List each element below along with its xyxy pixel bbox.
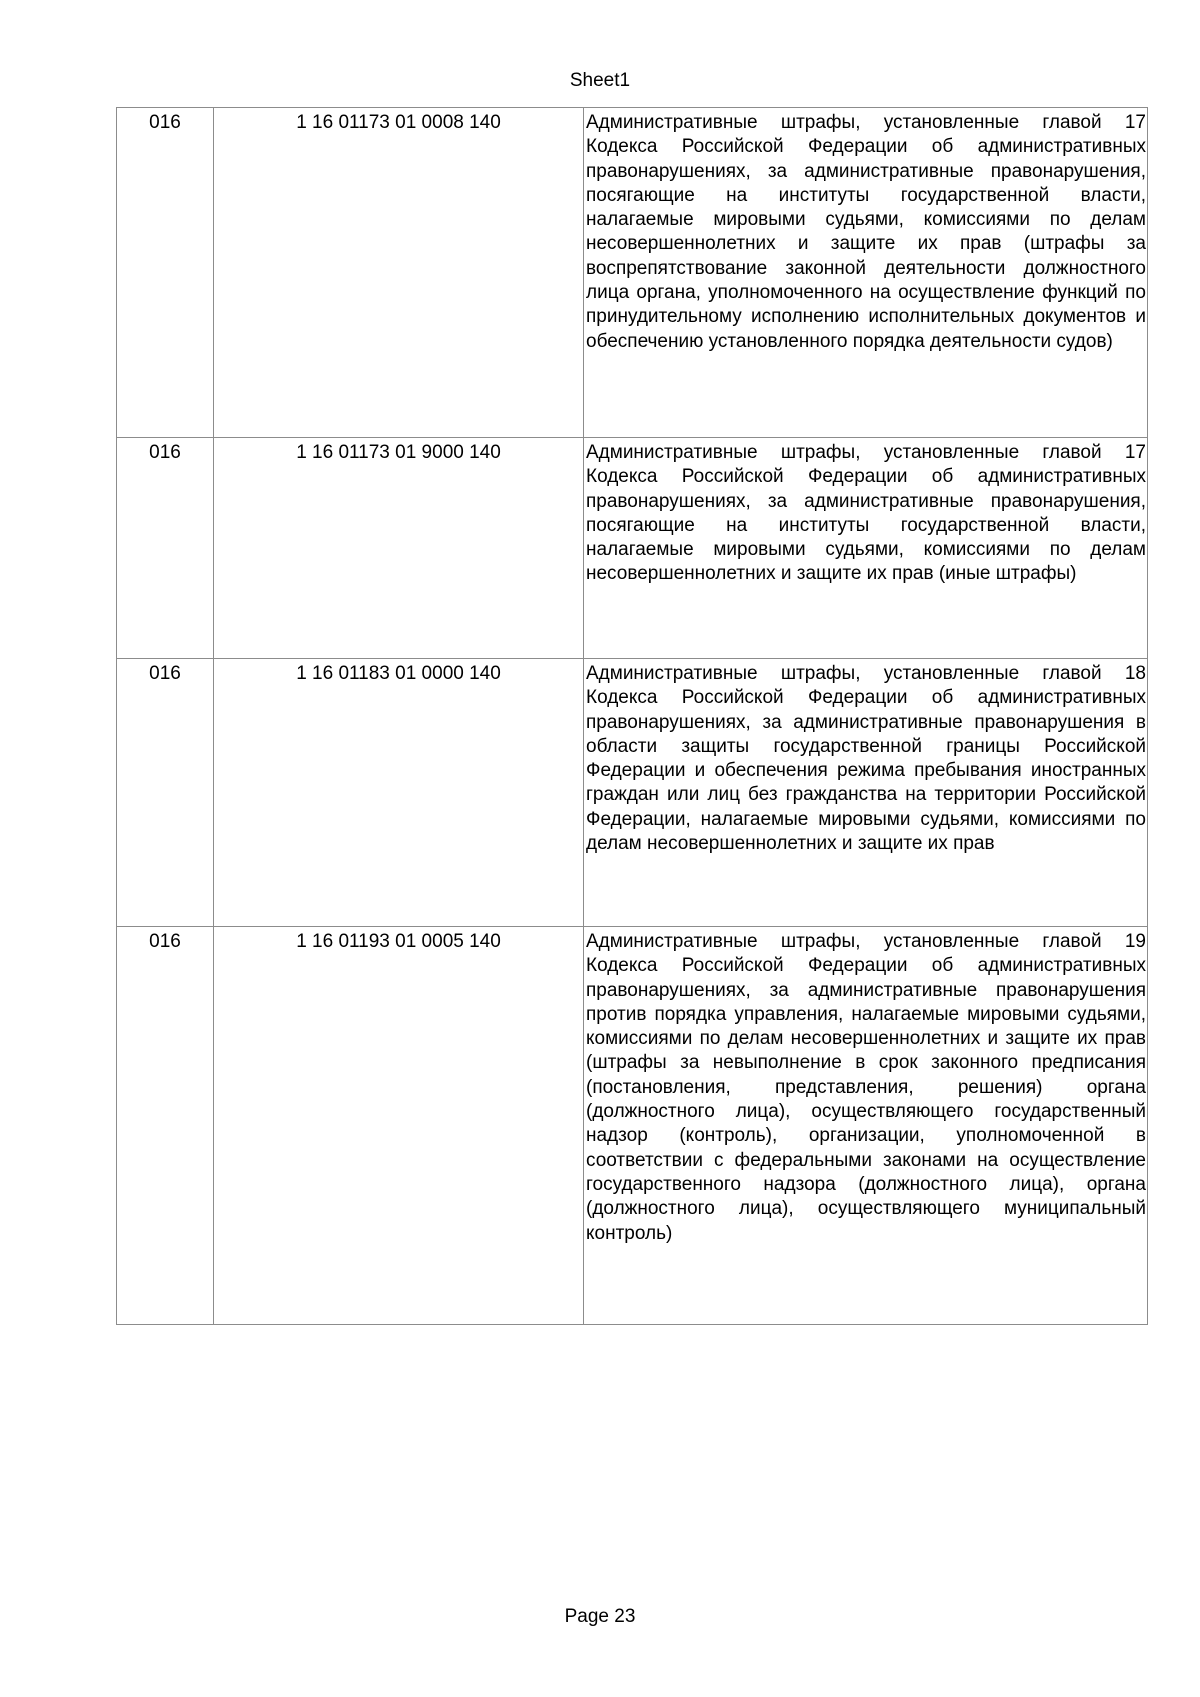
description-text: Административные штрафы, установленные главой 17 Кодекса Российской Федерации об административных правонарушениях, за административные правонарушения, посягающие на институты государственной власти, налагаемые мировыми судьями, комиссиями по делам несовершеннолетних и защите их прав (штрафы за воспрепятствование законной деятельности должностного лица органа, уполномоченного на осуществление функций по принудительному исполнению исполнительных документов и обеспечению установленного порядка деятельности судов) — [586, 112, 1146, 352]
admin-code-cell: 016 — [117, 438, 214, 659]
description-cell — [584, 659, 1148, 927]
description-cell — [584, 108, 1148, 438]
table-row — [117, 927, 1148, 1325]
description-text: Административные штрафы, установленные главой 18 Кодекса Российской Федерации об административных правонарушениях, за административные правонарушения в области защиты государственной границы Российской Федерации и обеспечения режима пребывания иностранных граждан или лиц без гражданства на территории Российской Федерации, налагаемые мировыми судьями, комиссиями по делам несовершеннолетних и защите их прав — [586, 663, 1146, 855]
sheet-title: Sheet1 — [569, 70, 631, 91]
description-cell — [584, 438, 1148, 659]
table-row — [117, 659, 1148, 927]
kbk-code-cell: 1 16 01173 01 0008 140 — [214, 108, 584, 438]
page-number: Page 23 — [564, 1606, 636, 1627]
description-text: Административные штрафы, установленные главой 19 Кодекса Российской Федерации об административных правонарушениях, за административные правонарушения против порядка управления, налагаемые мировыми судьями, комиссиями по делам несовершеннолетних и защите их прав (штрафы за невыполнение в срок законного предписания (постановления, представления, решения) органа (должностного лица), осуществляющего государственный надзор (контроль), организации, уполномоченной в соответствии с федеральными законами на осуществление государственного надзора (должностного лица), органа (должностного лица), осуществляющего муниципальный контроль) — [586, 931, 1146, 1244]
kbk-code-cell: 1 16 01183 01 0000 140 — [214, 659, 584, 927]
table-row — [117, 108, 1148, 438]
table-row — [117, 438, 1148, 659]
admin-code-cell: 016 — [117, 108, 214, 438]
description-cell — [584, 927, 1148, 1325]
budget-codes-table — [116, 107, 1148, 1325]
kbk-code-cell: 1 16 01193 01 0005 140 — [214, 927, 584, 1325]
admin-code-cell: 016 — [117, 659, 214, 927]
kbk-code-cell: 1 16 01173 01 9000 140 — [214, 438, 584, 659]
admin-code-cell: 016 — [117, 927, 214, 1325]
description-text: Административные штрафы, установленные главой 17 Кодекса Российской Федерации об административных правонарушениях, за административные правонарушения, посягающие на институты государственной власти, налагаемые мировыми судьями, комиссиями по делам несовершеннолетних и защите их прав (иные штрафы) — [586, 442, 1146, 585]
